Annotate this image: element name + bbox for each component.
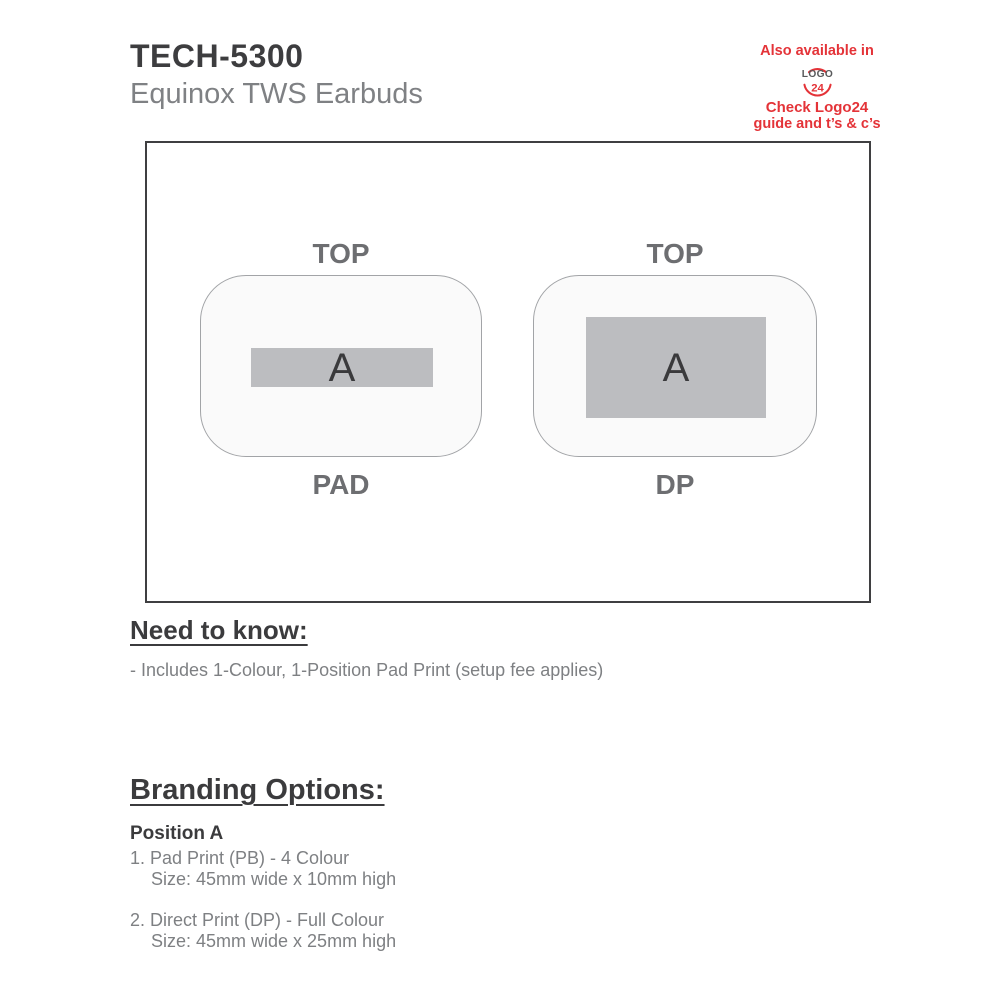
product-code: TECH-5300 bbox=[130, 38, 304, 74]
earbud-case-outline-dp bbox=[533, 275, 817, 457]
option-2-size: Size: 45mm wide x 25mm high bbox=[151, 930, 397, 951]
branding-option-1 bbox=[130, 848, 396, 890]
pad-print-view bbox=[200, 239, 482, 500]
option-1-label: 1. Pad Print (PB) - 4 Colour bbox=[130, 847, 350, 868]
branding-option-2 bbox=[130, 910, 396, 952]
print-position-diagram-box bbox=[145, 141, 871, 603]
position-a-heading: Position A bbox=[130, 823, 224, 844]
header bbox=[130, 38, 423, 111]
logo24-guide-text: guide and t’s & c’s bbox=[753, 116, 881, 133]
logo24-badge-icon bbox=[794, 62, 841, 98]
branding-options-heading: Branding Options: bbox=[130, 774, 385, 806]
earbud-case-outline-pad bbox=[200, 275, 482, 457]
dp-view-top-label: TOP bbox=[646, 238, 704, 269]
dp-view-bottom-label: DP bbox=[655, 469, 695, 500]
badge-logo-text: LOGO bbox=[801, 69, 833, 81]
badge-24-text: 24 bbox=[810, 82, 824, 95]
need-to-know-heading: Need to know: bbox=[130, 615, 308, 645]
pad-view-bottom-label: PAD bbox=[312, 469, 370, 500]
logo24-available-text: Also available in bbox=[760, 43, 874, 59]
option-2-label: 2. Direct Print (DP) - Full Colour bbox=[130, 909, 385, 930]
branding-options-section bbox=[130, 774, 396, 952]
need-to-know-section bbox=[130, 615, 603, 682]
position-letter: A bbox=[328, 345, 356, 390]
logo24-check-text: Check Logo24 bbox=[765, 99, 869, 117]
direct-print-view bbox=[533, 239, 817, 500]
product-name: Equinox TWS Earbuds bbox=[130, 77, 423, 110]
option-1-size: Size: 45mm wide x 10mm high bbox=[151, 868, 397, 889]
print-area-a-pad bbox=[251, 345, 433, 390]
position-letter: A bbox=[662, 345, 690, 390]
pad-view-top-label: TOP bbox=[312, 238, 370, 269]
logo24-callout bbox=[752, 44, 882, 132]
print-area-a-dp bbox=[586, 317, 766, 418]
need-to-know-item: - Includes 1-Colour, 1-Position Pad Print (setup fee applies) bbox=[130, 660, 604, 680]
